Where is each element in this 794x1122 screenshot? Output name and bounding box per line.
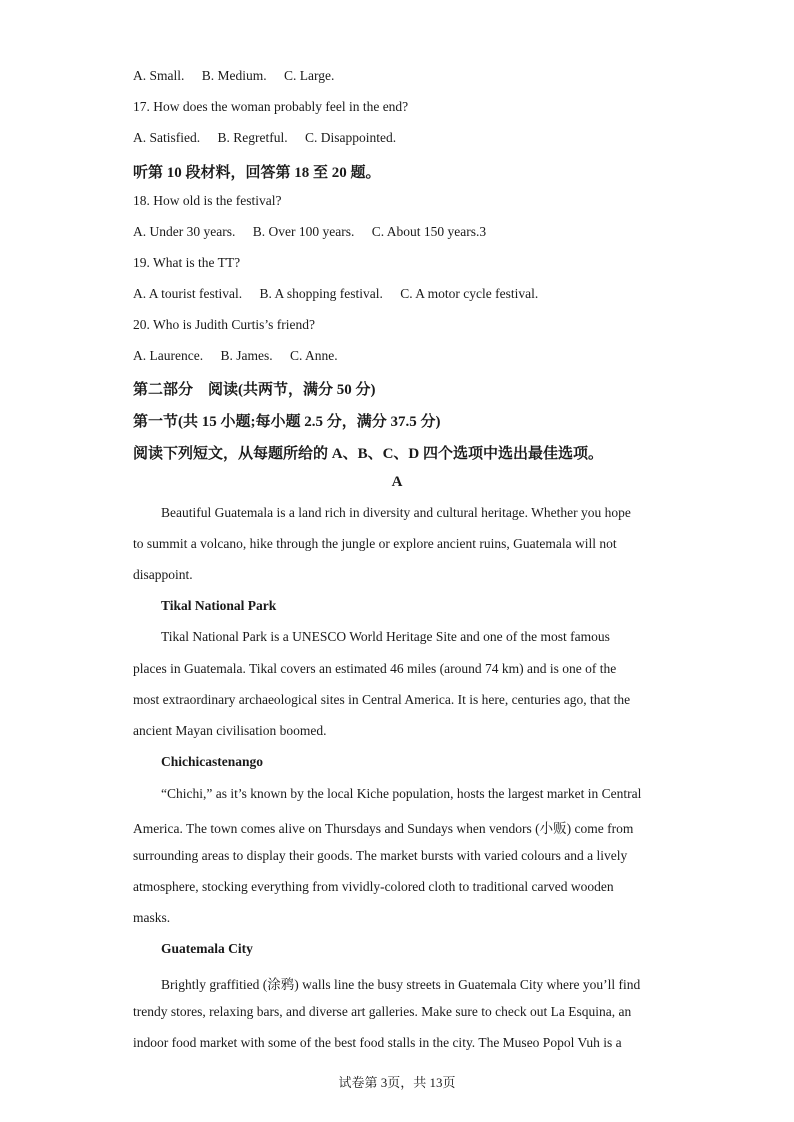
q17-option-c: C. Disappointed.: [305, 130, 397, 145]
q20-question: 20. Who is Judith Curtis’s friend?: [133, 317, 315, 332]
guatemala-city-line: trendy stores, relaxing bars, and diverse art galleries. Make sure to check out La Esquina, an: [133, 1004, 632, 1019]
q17-option-a: A. Satisfied.: [133, 130, 201, 145]
guatemala-city-heading: Guatemala City: [161, 941, 253, 956]
q18-options: [133, 224, 500, 240]
section10-heading: 听第 10 段材料，回答第 18 至 20 题。: [133, 165, 381, 181]
guatemala-city-line: Brightly graffitied (涂鸦) walls line the busy streets in Guatemala City where you’ll find: [161, 977, 641, 992]
q16-option-a: A. Small.: [133, 68, 185, 83]
page-footer: 试卷第 3页，共 13页: [338, 1075, 456, 1090]
guatemala-city-line: indoor food market with some of the best food stalls in the city. The Museo Popol Vuh is a: [133, 1035, 622, 1050]
chichi-heading: Chichicastenango: [161, 754, 264, 769]
q16-option-c: C. Large.: [284, 68, 335, 83]
q19-option-c: C. A motor cycle festival.: [400, 286, 539, 301]
q20-option-c: C. Anne.: [289, 348, 338, 363]
q17-options: [133, 130, 410, 146]
chichi-line: “Chichi,” as it’s known by the local Kiche population, hosts the largest market in Central: [161, 786, 642, 801]
tikal-heading: Tikal National Park: [161, 598, 277, 613]
chichi-line: surrounding areas to display their goods. The market bursts with varied colours and a lively: [133, 848, 628, 863]
q19-option-b: B. A shopping festival.: [259, 286, 383, 301]
q19-options: [133, 286, 552, 302]
section1-heading: 第一节(共 15 小题;每小题 2.5 分，满分 37.5 分): [133, 414, 441, 430]
chichi-line: atmosphere, stocking everything from vividly-colored cloth to traditional carved wooden: [133, 879, 614, 894]
q17-option-b: B. Regretful.: [217, 130, 288, 145]
tikal-line: Tikal National Park is a UNESCO World Heritage Site and one of the most famous: [161, 629, 610, 644]
passage-label: A: [391, 474, 403, 490]
intro-line: disappoint.: [133, 567, 193, 582]
q17-question: 17. How does the woman probably feel in the end?: [133, 99, 409, 114]
intro-line: Beautiful Guatemala is a land rich in diversity and cultural heritage. Whether you hope: [161, 505, 631, 520]
chichi-line: America. The town comes alive on Thursdays and Sundays when vendors (小贩) come from: [133, 821, 634, 836]
q18-option-c: C. About 150 years.3: [371, 224, 487, 239]
q19-question: 19. What is the TT?: [133, 255, 241, 270]
q20-options: [133, 348, 352, 364]
tikal-line: ancient Mayan civilisation boomed.: [133, 723, 327, 738]
q18-option-a: A. Under 30 years.: [133, 224, 236, 239]
part2-heading: 第二部分 阅读(共两节，满分 50 分): [133, 382, 376, 398]
intro-line: to summit a volcano, hike through the jungle or explore ancient ruins, Guatemala will not: [133, 536, 617, 551]
q20-option-b: B. James.: [220, 348, 273, 363]
tikal-line: most extraordinary archaeological sites in Central America. It is here, centuries ago, that the: [133, 692, 631, 707]
q16-option-b: B. Medium.: [201, 68, 267, 83]
q18-option-b: B. Over 100 years.: [252, 224, 355, 239]
tikal-line: places in Guatemala. Tikal covers an estimated 46 miles (around 74 km) and is one of the: [133, 661, 617, 676]
chichi-line: masks.: [133, 910, 171, 925]
q18-question: 18. How old is the festival?: [133, 193, 282, 208]
q19-option-a: A. A tourist festival.: [133, 286, 243, 301]
q20-option-a: A. Laurence.: [133, 348, 204, 363]
q16-options: [133, 68, 348, 84]
reading-instruction: 阅读下列短文，从每题所给的 A、B、C、D 四个选项中选出最佳选项。: [133, 446, 604, 462]
